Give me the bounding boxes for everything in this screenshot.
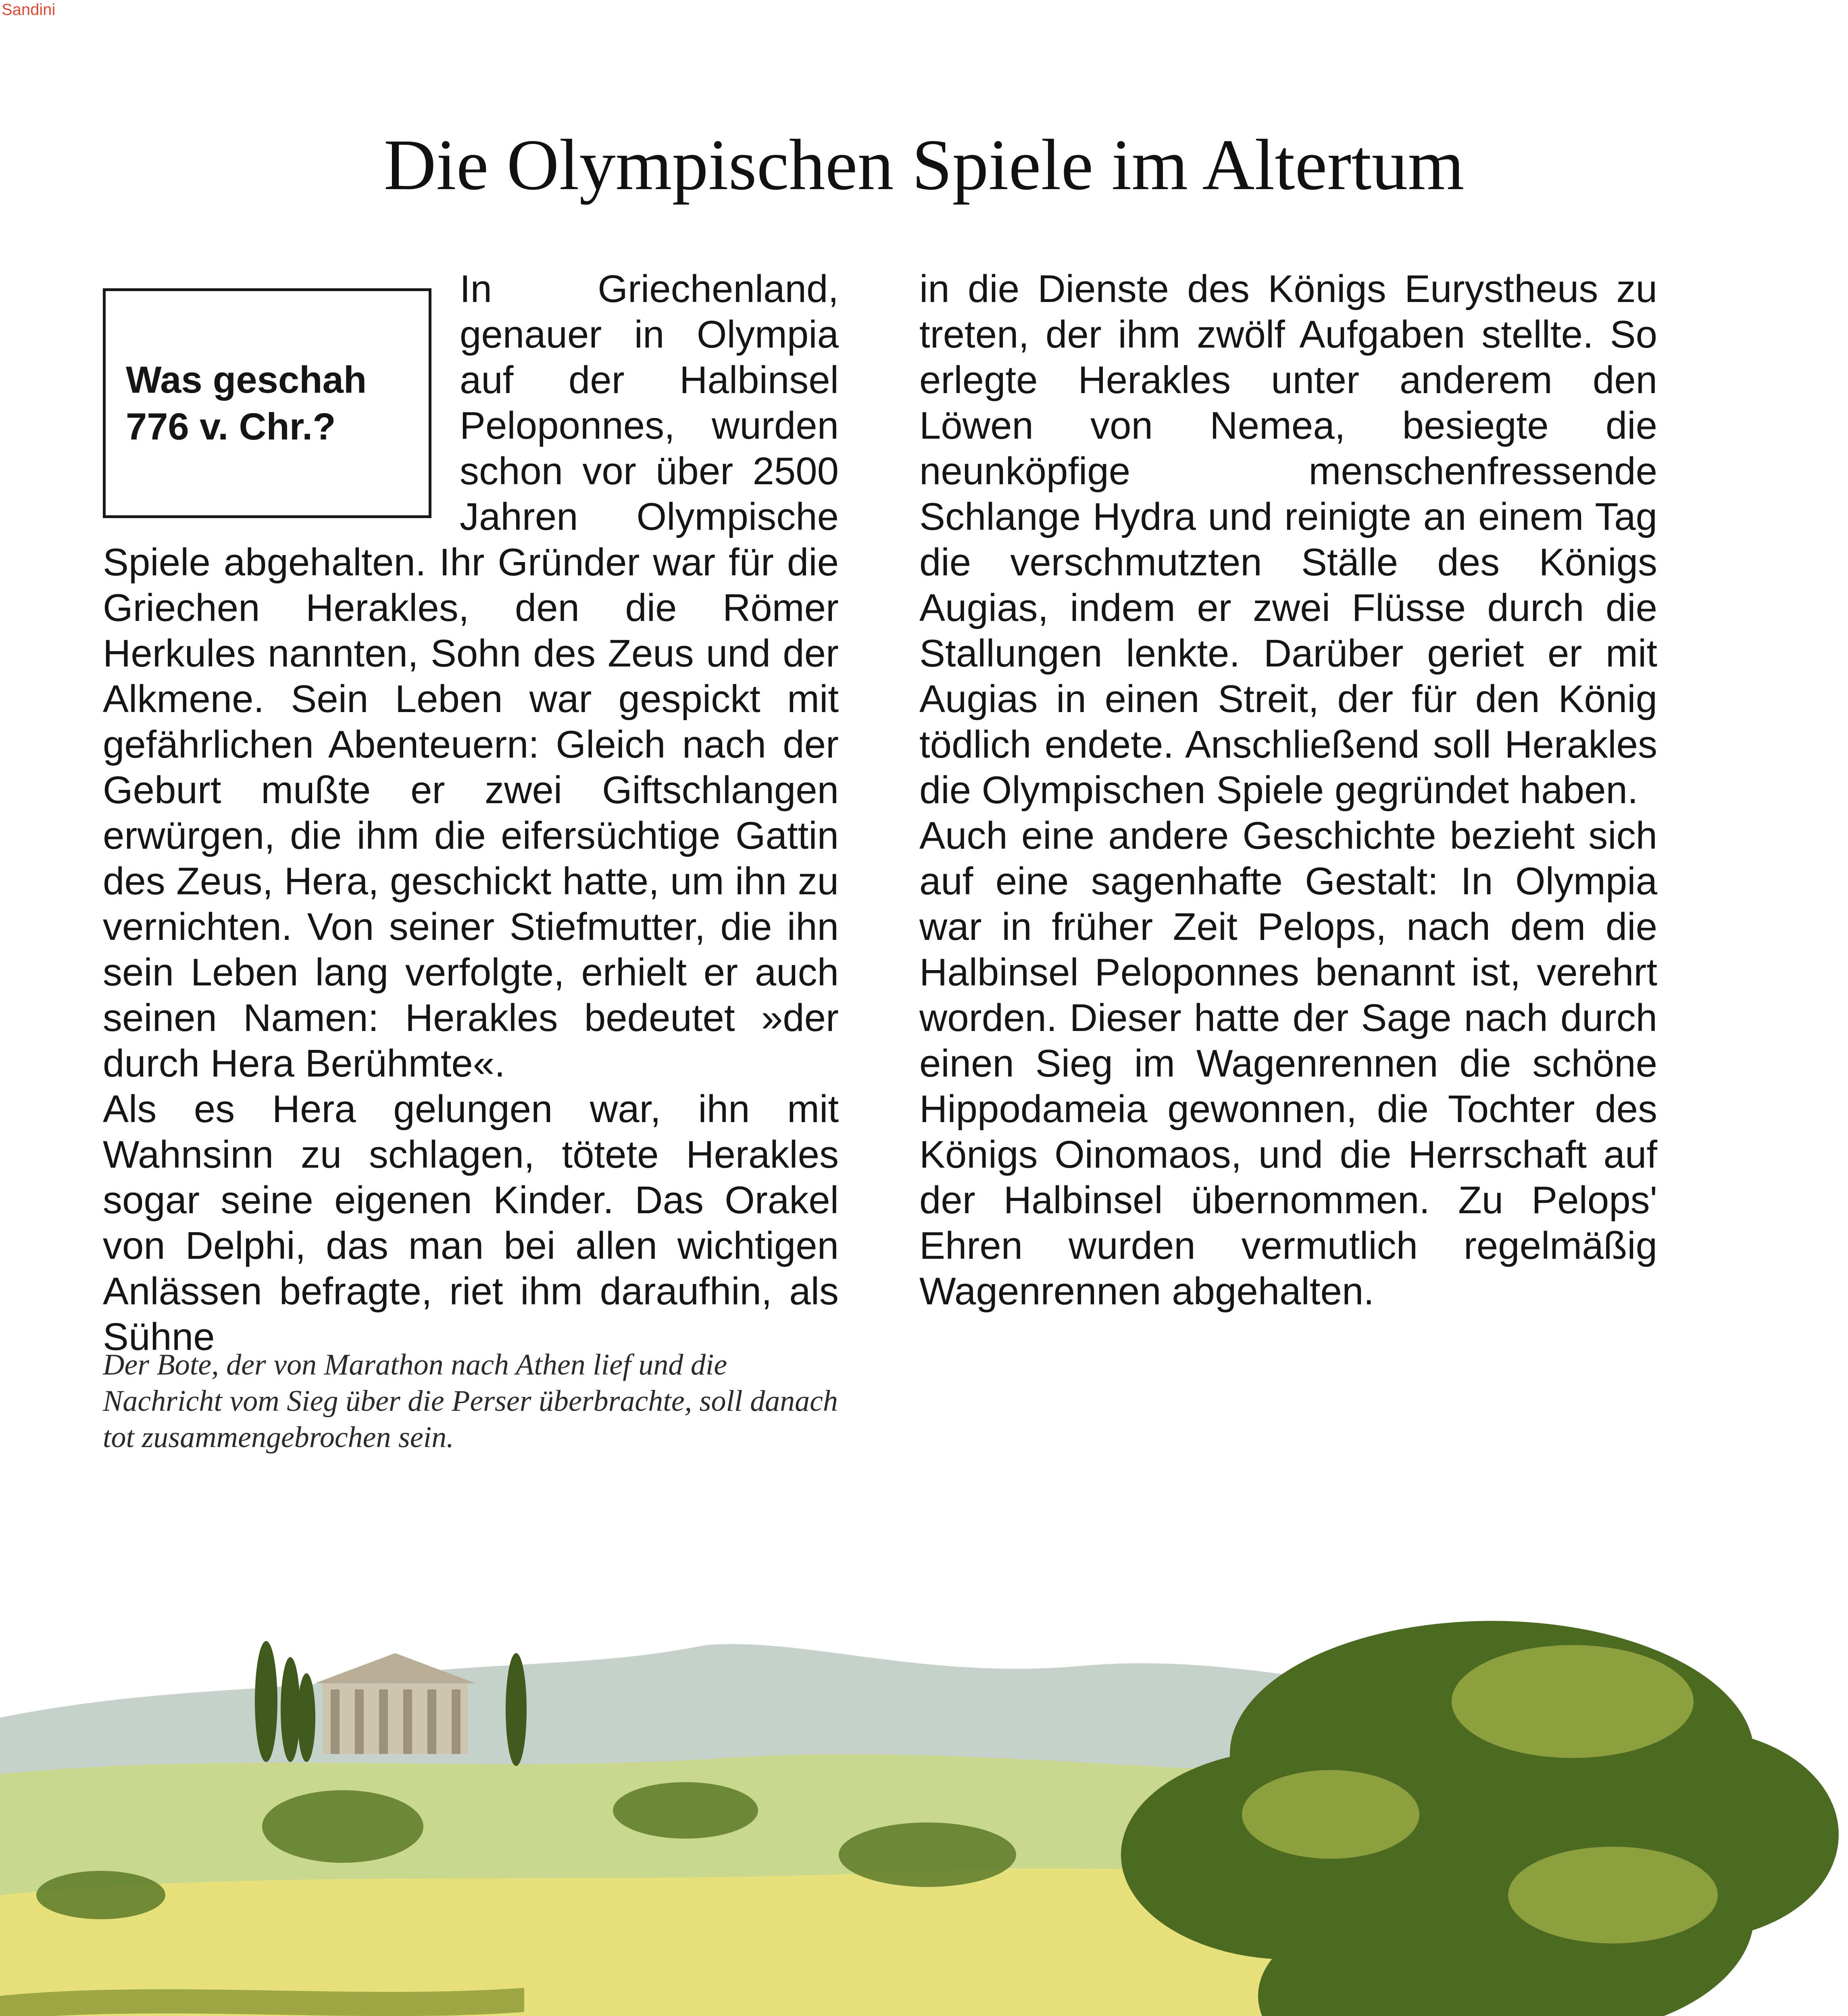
corner-watermark-tag: Sandini — [2, 1, 56, 19]
right-paragraph-1: in die Dienste des Königs Eurystheus zu treten, der ihm zwölf Aufgaben stellte. So erlegte Herakles unter anderem den Löwen von Nemea, besiegte die neunköpfige menschenfressende Schlange Hydra und reinigte an einem Tag die verschmutzten Ställe des Königs Augias, indem er zwei Flüsse durch die Stallungen lenkte. Darüber geriet er mit Augias in einen Streit, der für den König tödlich endete. Anschließend soll Herakles die Olympischen Spiele gegründet haben. — [919, 267, 1657, 812]
image-caption: Der Bote, der von Marathon nach Athen lief und die Nachricht vom Sieg über die Perser überbrachte, soll danach tot zusammengebrochen sein. — [103, 1348, 838, 1454]
question-box-text: Was geschah 776 v. Chr.? — [126, 358, 367, 448]
left-paragraph-2: Als es Hera gelungen war, ihn mit Wahnsinn zu schlagen, tötete Herakles sogar seine eigenen Kinder. Das Orakel von Delphi, das man bei allen wichtigen Anlässen befragte, riet ihm daraufhin, als Sühne — [103, 1087, 839, 1358]
question-box — [103, 288, 431, 518]
right-paragraph-2: Auch eine andere Geschichte bezieht sich auf eine sagenhafte Gestalt: In Olympia war in früher Zeit Pelops, nach dem die Halbinsel Peloponnes benannt ist, verehrt worden. Dieser hatte der Sage nach durch einen Sieg im Wagenrennen die schöne Hippodameia gewonnen, die Tochter des Königs Oinomaos, und die Herrschaft auf der Halbinsel übernommen. Zu Pelops' Ehren wurden vermutlich regelmäßig Wagenrennen abgehalten. — [919, 814, 1657, 1313]
left-paragraph-1: In Griechenland, genauer in Olympia auf der Halbinsel Peloponnes, wurden schon vor über 2500 Jahren Olympische Spiele abgehalten. Ihr Gründer war für die Griechen Herakles, den die Römer Herkules nannten, Sohn des Zeus und der Alkmene. Sein Leben war gespickt mit gefährlichen Abenteuern: Gleich nach der Geburt mußte er zwei Giftschlangen erwürgen, die ihm die eifersüchtige Gattin des Zeus, Hera, geschickt hatte, um ihn zu vernichten. Von seiner Stiefmutter, die ihn sein Leben lang verfolgte, erhielt er auch seinen Namen: Herakles bedeutet »der durch Hera Berühmte«. — [103, 267, 839, 1085]
page-title: Die Olympischen Spiele im Altertum — [383, 125, 1465, 205]
landscape-illustration — [0, 1492, 1848, 2016]
left-text-column — [103, 266, 839, 1360]
right-text-column — [919, 266, 1657, 1314]
